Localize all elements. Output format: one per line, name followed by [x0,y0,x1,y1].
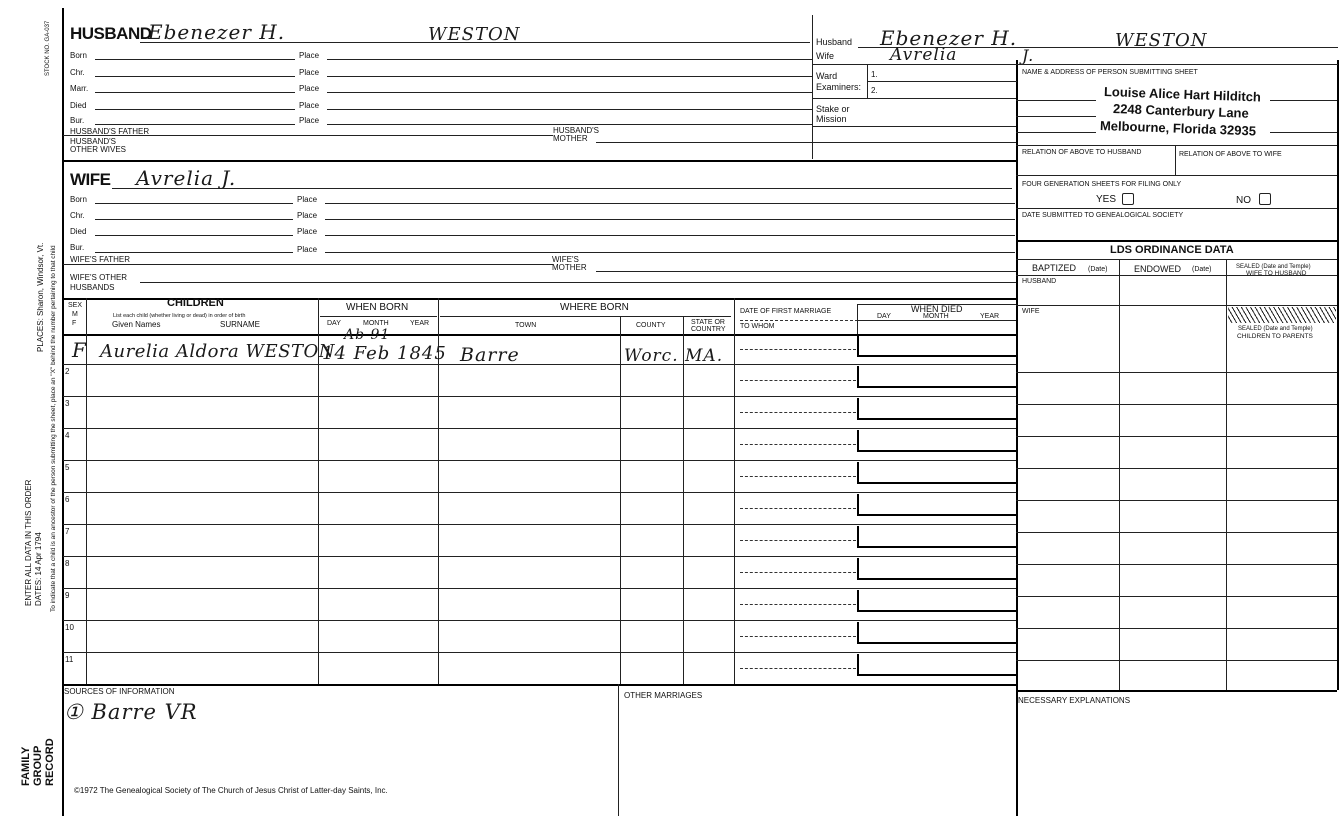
death-box-left [857,654,859,676]
death-box-bottom [857,418,1016,420]
child-row-number: 5 [65,463,70,472]
death-box-bottom [857,355,1016,357]
marriage-date-dash [740,476,856,477]
marriage-date-dash [740,636,856,637]
wife-died-label: Died [70,227,87,236]
ward-label: Ward [816,71,838,81]
wife-name-line [112,188,1012,189]
rule [325,235,1015,236]
relation-wife-label: RELATION OF ABOVE TO WIFE [1179,151,1282,158]
lds-row-line [1016,660,1337,661]
rule [1119,259,1120,690]
to-whom-label: TO WHOM [740,323,775,330]
born-day: DAY [327,320,341,327]
wife-father-label: WIFE'S FATHER [70,255,131,264]
submitter-line-2: 2248 Canterbury Lane [1112,101,1250,121]
surname-label: SURNAME [220,320,261,329]
margin-instructions [24,480,44,606]
rule [325,203,1015,204]
rule [867,81,1017,82]
death-box-bottom [857,578,1016,580]
marriage-date-dash [740,508,856,509]
husband-marr-label: Marr. [70,84,89,93]
died-year: YEAR [980,313,1000,320]
rule [1016,208,1337,209]
rule [1016,145,1337,146]
child-row-line [63,524,1016,525]
child-1-annotation: Ab 91 [344,327,391,343]
margin-places: PLACES: Sharon, Windsor, Vt. [36,242,45,352]
sealed-label-2: WIFE TO HUSBAND [1246,270,1307,277]
lds-husband-label: HUSBAND [1022,278,1057,285]
sources-label: SOURCES OF INFORMATION [64,687,175,696]
when-died-label: WHEN DIED [911,304,963,314]
stake-label-1: Stake or [816,104,850,114]
child-row-line [63,396,1016,397]
death-box-bottom [857,386,1016,388]
death-box-bottom [857,674,1016,676]
rule [95,219,293,220]
stake-label-2: Mission [816,114,847,124]
form-title [20,738,56,786]
marriage-date-dash [740,540,856,541]
death-box-left [857,366,859,388]
child-row-line [63,492,1016,493]
baptized-label: BAPTIZED [1032,263,1077,273]
box-husband-given: Ebenezer H. [880,26,1018,50]
death-box-left [857,462,859,484]
death-box-left [857,622,859,644]
box-wife-label: Wife [816,51,834,61]
rule [1016,275,1337,276]
rule [440,316,731,317]
lds-row-line [1016,628,1337,629]
rule [812,126,1016,127]
rule [95,203,293,204]
rule [858,304,1016,305]
rule [327,92,812,93]
death-box-bottom [857,546,1016,548]
rule [734,298,735,684]
lds-wife-label: WIFE [1022,308,1040,315]
date-submitted-label: DATE SUBMITTED TO GENEALOGICAL SOCIETY [1022,212,1184,219]
husband-heading: HUSBAND [70,24,152,43]
rule [327,76,812,77]
husband-died-place: Place [299,101,320,110]
children-label: CHILDREN [167,297,224,309]
submitter-line-1: Louise Alice Hart Hilditch [1103,84,1262,105]
child-row-number: 3 [65,399,70,408]
rule [95,92,295,93]
rule [327,109,812,110]
yes-label: YES [1096,194,1117,205]
form-title-line-2: GROUP [32,745,44,786]
child-row-number: 11 [65,655,74,664]
husband-other-wives-2: OTHER WIVES [70,145,127,154]
town-label: TOWN [515,322,537,329]
death-box-left [857,494,859,516]
child-row-line [63,428,1016,429]
husband-given-name: Ebenezer H. [148,20,286,44]
rule [325,219,1015,220]
lds-title: LDS ORDINANCE DATA [1110,244,1234,256]
lds-row-line [1016,404,1337,405]
rule [327,59,812,60]
rule [327,124,812,125]
death-box-left [857,590,859,612]
wife-other-husbands-1: WIFE'S OTHER [70,273,128,282]
rule [1270,100,1337,101]
husband-mother-label-2: MOTHER [553,134,588,143]
child-row-line [63,460,1016,461]
rule [812,64,1338,65]
child-1-county-state: Worc. MA. [624,346,724,366]
death-box-left [857,526,859,548]
born-month: MONTH [363,320,389,327]
where-born-label: WHERE BORN [560,302,629,313]
marriage-date-dash [740,380,856,381]
husband-died-label: Died [70,101,87,110]
examiner-1: 1. [871,70,878,79]
sex-m: M [72,311,78,318]
wife-mother-label-1: WIFE'S [552,255,579,264]
rule [1016,100,1096,101]
rule [140,282,1016,283]
child-row-line [63,364,1016,365]
when-born-label: WHEN BORN [346,302,409,313]
wife-chr-label: Chr. [70,211,85,220]
child-row-number: 7 [65,527,70,536]
wife-heading: WIFE [70,170,111,189]
wife-died-place: Place [297,227,318,236]
child-row-line [63,556,1016,557]
died-month: MONTH [923,313,949,320]
death-box-left [857,430,859,452]
child-row-number: 8 [65,559,70,568]
rule [63,135,553,136]
born-year: YEAR [410,320,430,327]
child-row-number: 6 [65,495,70,504]
box-husband-surname: WESTON [1115,30,1208,51]
box-wife-given: Avrelia [890,45,958,65]
sealed-label-1: SEALED (Date and Temple) [1236,264,1311,270]
margin-dates: DATES: 14 Apr 1794 [34,532,43,606]
rule [63,160,1016,162]
rule [812,15,813,159]
necessary-explanations-label: NECESSARY EXPLANATIONS [1018,696,1131,705]
child-row-number: 4 [65,431,70,440]
rule [95,124,295,125]
margin-indicate: To indicate that a child is an ancestor of the person submitting the sheet, place an "X" behind the number pertaining to that child [50,245,57,612]
husband-father-label: HUSBAND'S FATHER [70,127,150,136]
death-box-bottom [857,450,1016,452]
lds-row-line [1016,468,1337,469]
rule [1016,690,1337,692]
endowed-date: (Date) [1192,266,1212,273]
sex-label: SEX [68,302,83,309]
rule [596,271,1016,272]
submitter-line-3: Melbourne, Florida 32935 [1099,118,1257,139]
wife-bur-label: Bur. [70,243,85,252]
rule [95,235,293,236]
rule [618,684,619,816]
marriage-date-dash [740,412,856,413]
wife-chr-place: Place [297,211,318,220]
died-day: DAY [877,313,891,320]
margin-enter: ENTER ALL DATA IN THIS ORDER [24,479,33,606]
rule [1016,116,1096,117]
child-1-town: Barre [460,344,520,366]
marriage-date-dash [740,668,856,669]
child-1-date: 14 Feb 1845 [322,343,447,364]
rule [1016,240,1337,242]
husband-chr-place: Place [299,68,320,77]
examiners-label: Examiners: [816,82,862,92]
husband-born-label: Born [70,51,87,60]
sealed-children-2: CHILDREN TO PARENTS [1237,333,1313,340]
rule [857,304,858,334]
endowed-label: ENDOWED [1134,264,1181,274]
county-label: COUNTY [636,322,666,329]
child-row-line [63,652,1016,653]
examiner-2: 2. [871,86,878,95]
marriage-date-dash [740,444,856,445]
husband-surname: WESTON [428,24,521,45]
lds-row-line [1016,532,1337,533]
rule [1270,132,1337,133]
rule [858,320,1016,321]
rule [63,684,1016,686]
box-husband-label: Husband [816,37,853,47]
wife-bur-place: Place [297,245,318,254]
state-label-2: COUNTRY [691,326,726,333]
first-marriage-label: DATE OF FIRST MARRIAGE [740,308,832,315]
no-label: NO [1236,195,1251,206]
husband-born-place: Place [299,51,320,60]
rule [683,316,684,684]
state-label-1: STATE OR [691,319,725,326]
submitter-label: NAME & ADDRESS OF PERSON SUBMITTING SHEET [1022,69,1198,76]
hatched-area [1228,307,1336,323]
lds-row-line [1016,564,1337,565]
death-box-bottom [857,610,1016,612]
rule [95,59,295,60]
death-box-left [857,398,859,420]
copyright: ©1972 The Genealogical Society of The Church of Jesus Christ of Latter-day Saints, Inc. [74,786,388,795]
children-sub: List each child (whether living or dead) in order of birth [113,313,246,319]
child-row-line [63,620,1016,621]
lds-row-line [1016,500,1337,501]
lds-row-line [1016,372,1337,373]
stock-number: STOCK NO. GA-037 [45,20,51,76]
death-box-bottom [857,514,1016,516]
marriage-date-dash [740,349,856,350]
rule [620,316,621,684]
wife-born-place: Place [297,195,318,204]
rule [812,98,1016,99]
husband-mother-label-1: HUSBAND'S [553,126,599,135]
rule [95,76,295,77]
death-box-left [857,558,859,580]
rule [1016,305,1337,306]
rule [63,334,1016,336]
far-right-frame [1337,60,1339,690]
death-box-left [857,336,859,357]
no-checkbox[interactable] [1259,193,1271,205]
child-1-sex: F [72,338,87,362]
husband-bur-place: Place [299,116,320,125]
sealed-children-1: SEALED (Date and Temple) [1238,326,1313,332]
rule [596,142,1016,143]
relation-husband-label: RELATION OF ABOVE TO HUSBAND [1022,149,1142,156]
marriage-date-dash [740,572,856,573]
given-names-label: Given Names [112,320,161,329]
form-title-line-1: FAMILY [20,746,32,786]
wife-mother-label-2: MOTHER [552,263,587,272]
form-title-line-3: RECORD [44,738,56,786]
marriage-date-dash [740,604,856,605]
child-row-number: 10 [65,623,74,632]
baptized-date: (Date) [1088,266,1108,273]
lds-row-line [1016,436,1337,437]
rule [740,320,858,321]
rule [1016,175,1337,176]
yes-checkbox[interactable] [1122,193,1134,205]
four-gen-label: FOUR GENERATION SHEETS FOR FILING ONLY [1022,181,1182,188]
rule [95,252,293,253]
sources-text: ① Barre VR [64,700,198,724]
wife-given-name: Avrelia J. [136,166,237,190]
rule [1016,259,1337,260]
other-marriages-label: OTHER MARRIAGES [624,691,703,700]
rule [320,316,437,317]
rule [325,252,1015,253]
lds-row-line [1016,596,1337,597]
husband-other-wives-1: HUSBAND'S [70,137,116,146]
sex-f: F [72,320,77,327]
husband-chr-label: Chr. [70,68,85,77]
rule [63,264,553,265]
husband-marr-place: Place [299,84,320,93]
husband-bur-label: Bur. [70,116,85,125]
box-wife-initial: J. [1022,46,1035,65]
child-row-line [63,588,1016,589]
wife-other-husbands-2: HUSBANDS [70,283,115,292]
rule [1226,259,1227,690]
death-box-bottom [857,642,1016,644]
death-box-bottom [857,482,1016,484]
child-row-number: 2 [65,367,70,376]
rule [95,109,295,110]
wife-born-label: Born [70,195,87,204]
child-row-number: 9 [65,591,70,600]
rule [1175,145,1176,175]
child-1-name: Aurelia Aldora WESTON [100,341,335,362]
rule [1016,132,1096,133]
